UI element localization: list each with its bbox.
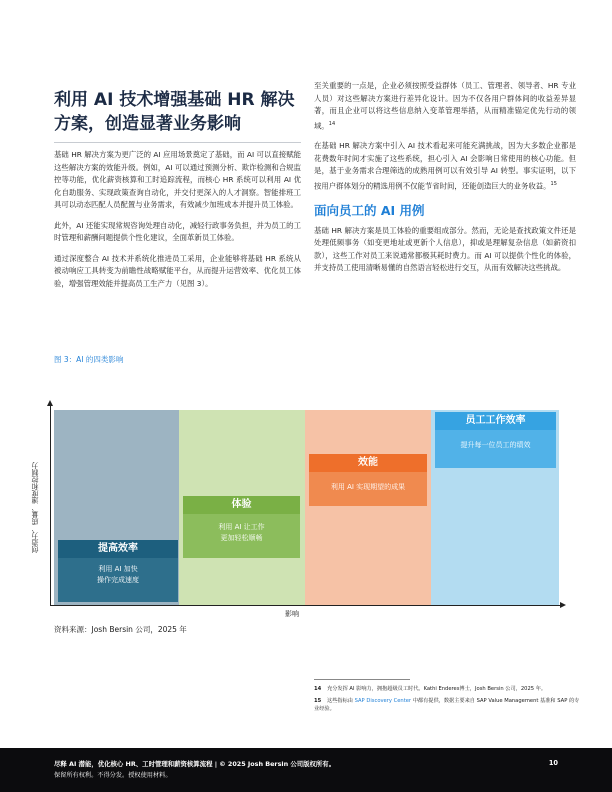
page-number: 10 [548, 759, 558, 767]
footnote-ref-14: 14 [328, 120, 336, 127]
footnote-15-number: 15 [314, 698, 322, 704]
right-paragraph-1-text: 至关重要的一点是，企业必须按照受益群体（员工、管理者、领导者、HR 专业人员）对这些解决方案进行差异化设计。因为不仅各用户群体间的收益差异显著，而且企业可以将这些信息纳入变革管理举措，从而精准锚定优先行动的领域。 [314, 81, 576, 130]
right-paragraph-3: 基础 HR 解决方案是员工体验的重要组成部分。然而，无论是查找政策文件还是处理低频事务（如变更地址或更新个人信息），抑或是理解复杂信息（如薪资扣款），这些工作对员工来说通常都极其耗时费力。而 AI 可以提供个性化的体验，并支持员工使用清晰易懂的自然语言轻松进行交互，从而有效解决这些挑战。 [314, 225, 576, 273]
figure-caption: 图 3：AI 的四类影响 [54, 355, 124, 364]
y-axis-label [24, 410, 46, 605]
box-experience-title: 体验 [183, 496, 300, 514]
footnote-14 [314, 685, 584, 693]
box-experience-body [183, 514, 300, 558]
x-axis [50, 605, 562, 606]
y-axis [50, 404, 51, 605]
footnote-ref-15: 15 [550, 180, 557, 187]
segment-effectiveness [305, 410, 431, 605]
footer-rights: 保留所有权利。不得分发。授权使用材料。 [54, 772, 172, 779]
box-efficiency-line-2: 操作完成速度 [97, 576, 139, 584]
box-efficiency-body [58, 558, 178, 602]
footnote-divider [314, 679, 410, 680]
box-efficiency-title: 提高效率 [58, 540, 178, 558]
box-productivity-title: 员工工作效率 [435, 412, 556, 430]
right-paragraph-1 [314, 80, 576, 132]
section-title: 利用 AI 技术增强基础 HR 解决方案，创造显著业务影响 [54, 88, 301, 143]
box-experience [183, 496, 300, 558]
left-paragraph-2: 此外，AI 还能实现常规咨询处理自动化，减轻行政事务负担，并为员工的工时管理和薪酬问题提供个性化建议，全面革新员工体验。 [54, 220, 301, 242]
x-axis-label: 影响 [285, 610, 299, 618]
figure-source: 资料来源：Josh Bersin 公司，2025 年 [54, 625, 187, 634]
footnote-15 [314, 697, 584, 713]
left-column [54, 88, 301, 298]
box-effectiveness-body [309, 472, 427, 506]
box-effectiveness-line-1: 利用 AI 实现期望的成果 [330, 483, 406, 491]
left-paragraph-1: 基础 HR 解决方案为更广泛的 AI 应用场景奠定了基础，而 AI 可以直接赋能这些解决方案的效能升级。例如，AI 可以通过预测分析、欺诈检测和合规监控等功能，优化薪资核算和工时追踪流程，而核心 HR 系统可以利用 AI 优化自助服务、实现政策查询自动化，并交付更深入的人才洞察。智能排班工具可以动态匹配人员配置与业务需求，有效减少加班成本并提升员工体验。 [54, 150, 301, 209]
box-experience-line-1: 利用 AI 让工作 [218, 523, 265, 531]
left-paragraph-3: 通过深度整合 AI 技术并系统化推进员工采用，企业能够将基础 HR 系统从被动响应工具转变为前瞻性战略赋能平台，从而提升运营效率、优化员工体验，增强管理效能并提高员工生产力（见图 3）。 [54, 253, 301, 288]
right-paragraph-2 [314, 140, 576, 192]
box-productivity-line-1: 提升每一位员工的绩效 [460, 441, 531, 449]
footer-title: 尽释 AI 潜能，优化核心 HR、工时管理和薪资核算流程 | © 2025 Josh Bersin 公司版权所有。 [54, 760, 336, 768]
box-effectiveness-title: 效能 [309, 454, 427, 472]
impact-chart [54, 410, 559, 605]
box-efficiency-line-1: 利用 AI 加快 [98, 565, 138, 573]
footnote-15-text-pre: 这些指标由 [327, 698, 353, 704]
box-experience-line-2: 更加轻松顺畅 [220, 534, 263, 542]
sap-discovery-center-link[interactable]: SAP Discovery Center [354, 698, 412, 704]
box-productivity [435, 412, 556, 468]
box-efficiency [58, 540, 178, 602]
page-footer [0, 748, 612, 792]
y-axis-arrow [47, 400, 53, 406]
right-column [314, 80, 576, 283]
box-productivity-body [435, 430, 556, 468]
footnote-14-number: 14 [314, 686, 322, 692]
box-effectiveness [309, 454, 427, 506]
right-paragraph-2-text: 在基础 HR 解决方案中引入 AI 技术看起来可能充满挑战，因为大多数企业都是花费数年时间才实施了这些系统，担心引入 AI 会影响日常使用的核心功能。但是，基于业务需求合理筛选的成熟用例可以有效引导 AI 转型。事实证明，以下按用户群体划分的精选用例不仅能节省时间，还能创造巨大的业务收益。 [314, 141, 576, 191]
footnote-15-text-post: 中都有提供，数据主要来自 SAP Value Management 基准和 SAP 的专业经验。 [314, 698, 580, 712]
y-axis-label-text: 创造力、质量、速度和控制力 [31, 462, 39, 553]
x-axis-arrow [560, 602, 566, 608]
footnote-14-text: 充分发挥 AI 影响力，拥抱超级员工时代。Kathi Enderes博士，Josh Bersin 公司，2025 年。 [327, 686, 547, 692]
subheading-employee-use-cases: 面向员工的 AI 用例 [314, 202, 425, 218]
